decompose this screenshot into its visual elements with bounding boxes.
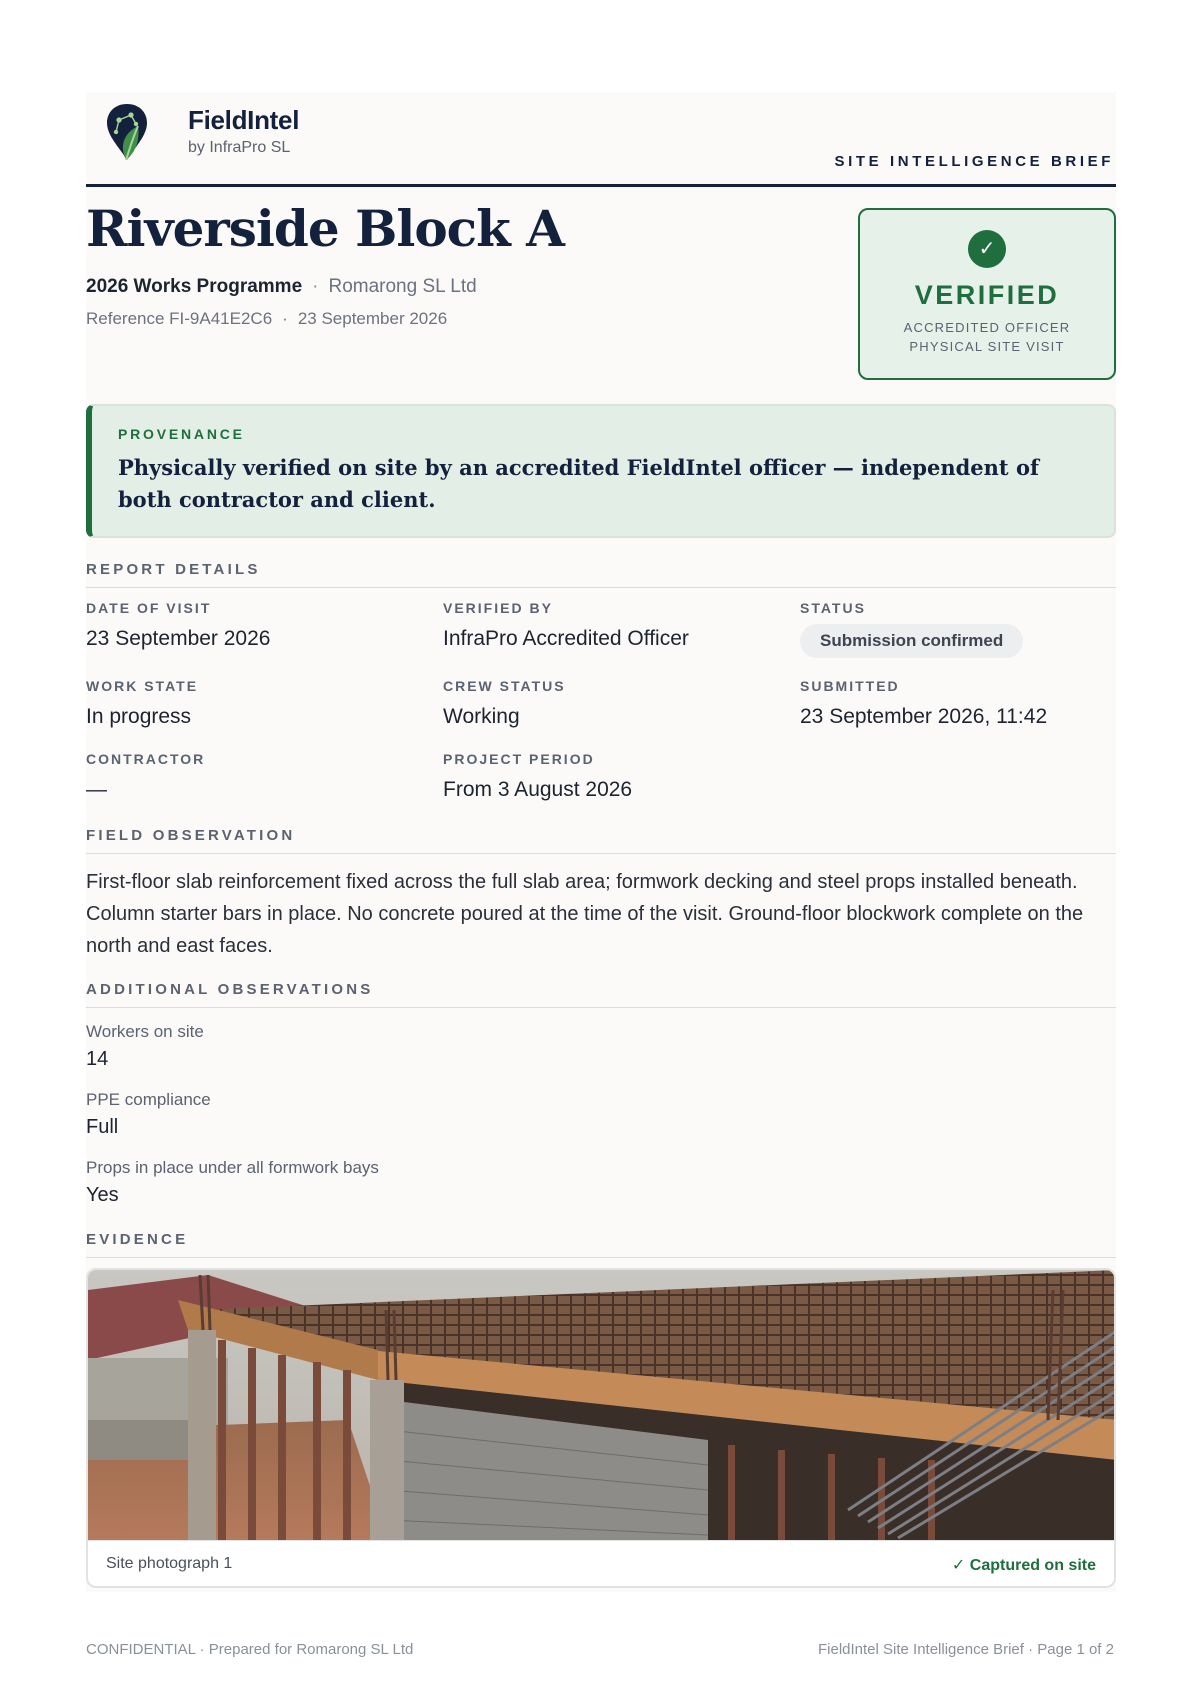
observation-value: Full [86, 1116, 119, 1138]
observation-label: Workers on site [86, 1022, 204, 1041]
field-value: 23 September 2026, 11:42 [800, 705, 1048, 728]
captured-on-site-badge: ✓ Captured on site [951, 1557, 1096, 1574]
reference-line [86, 307, 447, 331]
header-divider [86, 184, 1116, 187]
provenance-text: Physically verified on site by an accredited FieldIntel officer — independent of both contractor and client. [118, 455, 1039, 512]
site-photograph[interactable] [88, 1270, 1116, 1540]
brand-name: FieldIntel [188, 105, 300, 135]
field-label: PROJECT PERIOD [443, 751, 595, 767]
verified-title: VERIFIED [914, 280, 1060, 310]
map-pin-leaf-icon [104, 102, 150, 164]
field-label: WORK STATE [86, 678, 199, 694]
field-project-period [443, 750, 632, 803]
section-heading-report-details: REPORT DETAILS [86, 561, 1116, 588]
observation-item [86, 1157, 379, 1208]
field-date-of-visit [86, 599, 270, 652]
evidence-photo-card [86, 1268, 1116, 1588]
title-subtitle [86, 274, 477, 300]
field-work-state [86, 677, 198, 730]
section-heading-additional-observations: ADDITIONAL OBSERVATIONS [86, 981, 1116, 1008]
field-label: SUBMITTED [800, 678, 900, 694]
verified-line-2: PHYSICAL SITE VISIT [909, 339, 1065, 354]
report-date: 23 September 2026 [297, 309, 448, 328]
field-crew-status [443, 677, 566, 730]
provenance-callout [86, 404, 1116, 538]
programme-name: 2026 Works Programme [86, 276, 303, 297]
verified-subtitle [860, 318, 1114, 356]
verified-badge [858, 208, 1116, 380]
observation-value: 14 [86, 1048, 109, 1070]
field-label: VERIFIED BY [443, 600, 553, 616]
section-heading-evidence: EVIDENCE [86, 1231, 1116, 1258]
field-value: Working [443, 705, 520, 728]
field-value: 23 September 2026 [86, 627, 271, 650]
field-value: From 3 August 2026 [443, 778, 633, 801]
field-label: STATUS [800, 600, 866, 616]
field-verified-by [443, 599, 689, 652]
verified-line-1: ACCREDITED OFFICER [903, 320, 1071, 335]
separator-dot: · [312, 276, 319, 297]
observation-item [86, 1089, 211, 1140]
check-icon: ✓ [968, 230, 1006, 268]
field-observation-text: First-floor slab reinforcement fixed across the full slab area; formwork decking and steel props installed beneath. Column starter bars in place. No concrete poured at the time of the visit. Ground-floor blockwork complete on the north and east faces. [86, 871, 1084, 957]
separator-dot: · [282, 309, 288, 328]
field-label: CREW STATUS [443, 678, 566, 694]
brief-label: SITE INTELLIGENCE BRIEF [834, 153, 1114, 170]
status-badge: Submission confirmed [800, 624, 1023, 658]
observation-item [86, 1021, 204, 1072]
section-heading-field-observation: FIELD OBSERVATION [86, 827, 1116, 854]
photo-caption-bar [88, 1540, 1114, 1588]
field-value: InfraPro Accredited Officer [443, 627, 689, 650]
page-title: Riverside Block A [86, 199, 564, 258]
observation-value: Yes [86, 1184, 119, 1206]
brand [104, 102, 299, 164]
field-value: — [86, 778, 107, 801]
footer-confidential: CONFIDENTIAL · Prepared for Romarong SL Ltd [86, 1641, 414, 1658]
footer-page-info: FieldIntel Site Intelligence Brief · Page 1 of 2 [817, 1641, 1114, 1658]
field-status [800, 599, 1023, 658]
photo-caption: Site photograph 1 [106, 1555, 233, 1572]
provenance-label: PROVENANCE [118, 426, 245, 442]
field-value: In progress [86, 705, 192, 728]
field-contractor [86, 750, 205, 803]
reference-number: Reference FI-9A41E2C6 [86, 309, 273, 328]
observation-label: Props in place under all formwork bays [86, 1158, 379, 1177]
client-name: Romarong SL Ltd [328, 276, 477, 297]
field-submitted [800, 677, 1047, 730]
field-label: DATE OF VISIT [86, 600, 212, 616]
observation-label: PPE compliance [86, 1090, 211, 1109]
field-label: CONTRACTOR [86, 751, 206, 767]
brand-subtitle: by InfraPro SL [188, 139, 291, 156]
